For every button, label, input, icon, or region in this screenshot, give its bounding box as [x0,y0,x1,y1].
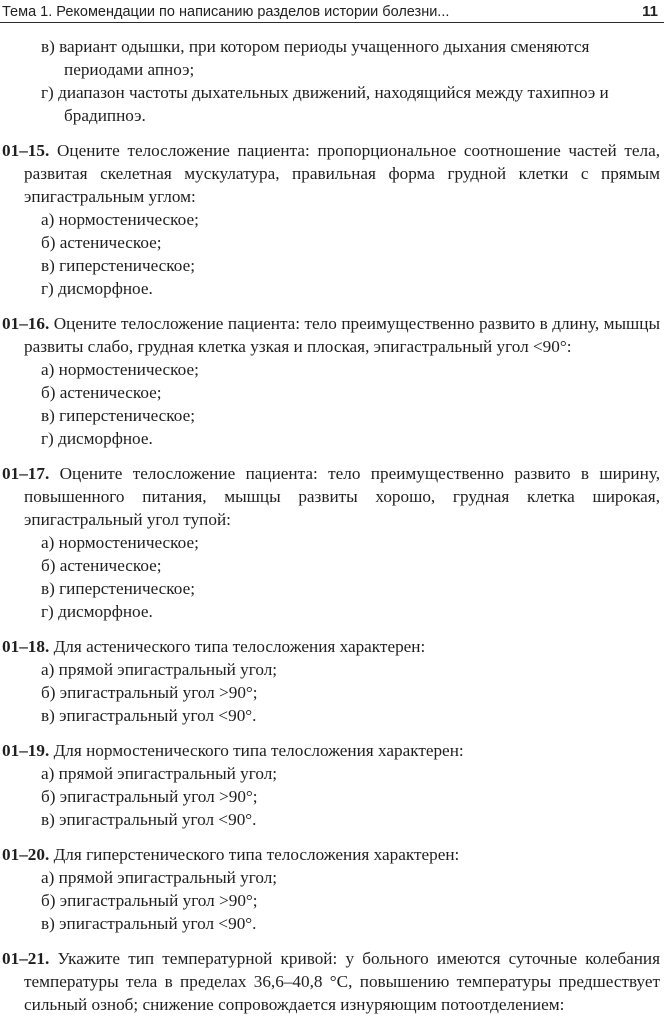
question-body: Для гиперстенического типа телосложения характерен: [53,845,460,864]
question-body: Для астенического типа телосложения характерен: [53,637,426,656]
answer-option: б) эпигастральный угол >90°; [41,787,258,806]
answer-option: г) дисморфное. [41,602,153,621]
question-number: 01–18. [2,637,50,656]
question-01-21 [2,947,661,1016]
question-body: Оцените телосложение пациента: тело преимущественно развито в ширину, повышенного питания, мышцы развиты хорошо, грудная клетка широкая, эпигастральный угол тупой: [24,464,660,529]
answer-option: а) прямой эпигастральный угол; [41,764,278,783]
page-body [0,23,664,1016]
answer-option: а) нормостеническое; [41,210,199,229]
question-body: Для нормостенического типа телосложения характерен: [53,741,464,760]
question-01-16 [2,312,661,450]
answer-option: г) диапазон частоты дыхательных движений, находящийся между тахипноэ и брадипноэ. [41,83,609,125]
question-text [2,843,660,866]
question-text [2,139,660,208]
question-01-19 [2,739,660,831]
answer-option: г) дисморфное. [41,279,153,298]
answer-option: а) прямой эпигастральный угол; [41,868,278,887]
question-body: Оцените телосложение пациента: пропорциональное соотношение частей тела, развитая скелетная мускулатура, правильная форма грудной клетки с прямым эпигастральным углом: [24,141,660,206]
question-number: 01–19. [2,741,50,760]
answer-option: а) нормостеническое; [41,360,199,379]
question-text [2,312,661,358]
question-body: Оцените телосложение пациента: тело преимущественно развито в длину, мышцы развиты слабо, грудная клетка узкая и плоская, эпигастральный угол <90°: [24,314,661,356]
running-header [0,0,664,23]
question-number: 01–15. [2,141,50,160]
question-01-17 [2,462,660,623]
answer-option: б) астеническое; [41,556,162,575]
question-01-15 [2,139,660,300]
answer-option: б) астеническое; [41,383,162,402]
answer-option: б) эпигастральный угол >90°; [41,683,258,702]
answer-option: в) эпигастральный угол <90°. [41,706,257,725]
question-body: Укажите тип температурной кривой: у больного имеются суточные колебания температуры тела в пределах 36,6–40,8 °С, повышению температуры предшествует сильный озноб; снижение сопровождается изнуряющим потоотделением: [24,949,661,1014]
previous-question-continuation [22,35,660,127]
answer-option: а) нормостеническое; [41,533,199,552]
answer-option: в) вариант одышки, при котором периоды учащенного дыхания сменяются периодами апноэ; [41,37,590,79]
answer-option: б) астеническое; [41,233,162,252]
question-number: 01–20. [2,845,50,864]
question-text [2,635,660,658]
question-text [2,462,660,531]
answer-option: в) гиперстеническое; [41,406,195,425]
question-01-20 [2,843,660,935]
answer-option: в) эпигастральный угол <90°. [41,914,257,933]
answer-option: в) гиперстеническое; [41,579,195,598]
answer-option: б) эпигастральный угол >90°; [41,891,258,910]
question-text [2,947,661,1016]
page-number: 11 [642,3,658,20]
question-text [2,739,660,762]
answer-option: г) дисморфное. [41,429,153,448]
answer-option: в) эпигастральный угол <90°. [41,810,257,829]
answer-option: в) гиперстеническое; [41,256,195,275]
question-number: 01–16. [2,314,50,333]
question-number: 01–17. [2,464,50,483]
question-01-18 [2,635,660,727]
running-title: Тема 1. Рекомендации по написанию разделов истории болезни... [2,4,450,20]
answer-option: а) прямой эпигастральный угол; [41,660,278,679]
question-number: 01–21. [2,949,50,968]
